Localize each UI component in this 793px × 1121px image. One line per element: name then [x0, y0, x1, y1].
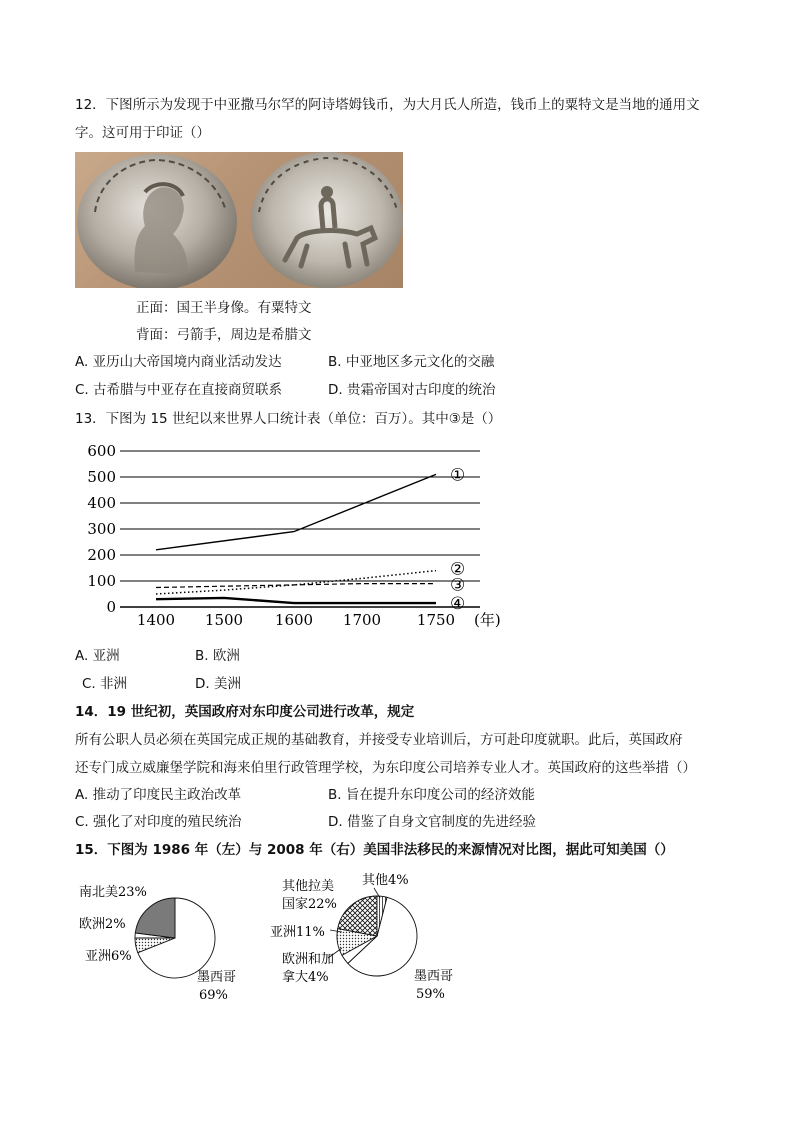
q13-option-a[interactable]: A. 亚洲 [75, 648, 120, 664]
pie-label: 其他4% [362, 873, 409, 888]
q12-option-c[interactable]: C. 古希腊与中亚存在直接商贸联系 [75, 382, 283, 398]
coin-photo [75, 152, 403, 288]
q13-stem: 13．下图为 15 世纪以来世界人口统计表（单位：百万）。其中③是（） [75, 411, 502, 427]
x-tick-label: 1700 [342, 611, 382, 629]
population-line-chart [70, 440, 520, 632]
q14-stem-line1: 14．19 世纪初，英国政府对东印度公司进行改革，规定 [75, 704, 415, 720]
series-label-1: ① [450, 465, 466, 486]
y-tick-label: 100 [87, 572, 116, 590]
series-line-4 [156, 598, 436, 603]
q12-option-d[interactable]: D. 贵霜帝国对古印度的统治 [328, 382, 496, 398]
pie-label: 亚洲6% [85, 949, 132, 964]
pie-label: 墨西哥 [197, 970, 237, 985]
q14-option-b[interactable]: B. 旨在提升东印度公司的经济效能 [328, 787, 535, 803]
y-tick-label: 200 [87, 546, 116, 564]
x-tick-label: 1750 [416, 611, 456, 629]
coin-caption-front: 正面：国王半身像。有粟特文 [136, 300, 312, 316]
rider-head [321, 186, 333, 198]
q12-stem-line2: 字。这可用于印证（） [75, 125, 210, 141]
series-line-1 [156, 474, 436, 549]
pie-label: 59% [416, 987, 445, 1002]
y-tick-label: 400 [87, 494, 116, 512]
x-tick-label: 1400 [136, 611, 176, 629]
pie-label: 南北美23% [79, 885, 147, 900]
pie-label: 国家22% [282, 897, 337, 912]
q12-option-a[interactable]: A. 亚历山大帝国境内商业活动发达 [75, 354, 282, 370]
pie-slice [135, 898, 175, 938]
series-label-2: ② [450, 559, 466, 580]
x-tick-label: 1600 [274, 611, 314, 629]
pie-chart-2008 [270, 868, 470, 1008]
q12-option-b[interactable]: B. 中亚地区多元文化的交融 [328, 354, 495, 370]
pie-slice [338, 896, 377, 936]
q14-stem-line2: 所有公职人员必须在英国完成正规的基础教育，并接受专业培训后，方可赴印度就职。此后，英国政府 [75, 732, 683, 748]
q13-option-b[interactable]: B. 欧洲 [195, 648, 240, 664]
series-line-2 [156, 571, 436, 594]
pie-label: 其他拉美 [282, 879, 335, 894]
q14-option-a[interactable]: A. 推动了印度民主政治改革 [75, 787, 242, 803]
pie-label: 墨西哥 [414, 969, 454, 984]
x-axis-label: (年) [474, 611, 501, 629]
y-tick-label: 500 [87, 468, 116, 486]
q13-option-d[interactable]: D. 美洲 [195, 676, 241, 692]
coin-back [251, 152, 403, 288]
q13-option-c[interactable]: C. 非洲 [82, 676, 128, 692]
pie-label: 欧洲和加 [282, 952, 335, 967]
pie-label: 拿大4% [282, 970, 329, 985]
q14-option-c[interactable]: C. 强化了对印度的殖民统治 [75, 814, 242, 830]
y-tick-label: 0 [106, 598, 116, 616]
coin-image [75, 152, 403, 288]
pie-label: 69% [199, 988, 228, 1003]
pie-label: 亚洲11% [270, 925, 325, 940]
pie-label: 欧洲2% [79, 917, 126, 932]
series-label-3: ③ [450, 575, 466, 596]
series-label-4: ④ [450, 594, 466, 615]
q14-option-d[interactable]: D. 借鉴了自身文官制度的先进经验 [328, 814, 536, 830]
q15-stem: 15．下图为 1986 年（左）与 2008 年（右）美国非法移民的来源情况对比图，据此可知美国（） [75, 842, 674, 858]
q14-stem-line3: 还专门成立威廉堡学院和海来伯里行政管理学校，为东印度公司培养专业人才。英国政府的这些举措（） [75, 760, 696, 776]
x-tick-label: 1500 [204, 611, 244, 629]
coin-caption-back: 背面：弓箭手，周边是希腊文 [136, 327, 312, 343]
y-tick-label: 600 [87, 442, 116, 460]
pie-chart-1986 [75, 878, 255, 1008]
q12-stem-line1: 12．下图所示为发现于中亚撒马尔罕的阿诗塔姆钱币，为大月氏人所造，钱币上的粟特文是当地的通用文 [75, 97, 700, 113]
y-tick-label: 300 [87, 520, 116, 538]
